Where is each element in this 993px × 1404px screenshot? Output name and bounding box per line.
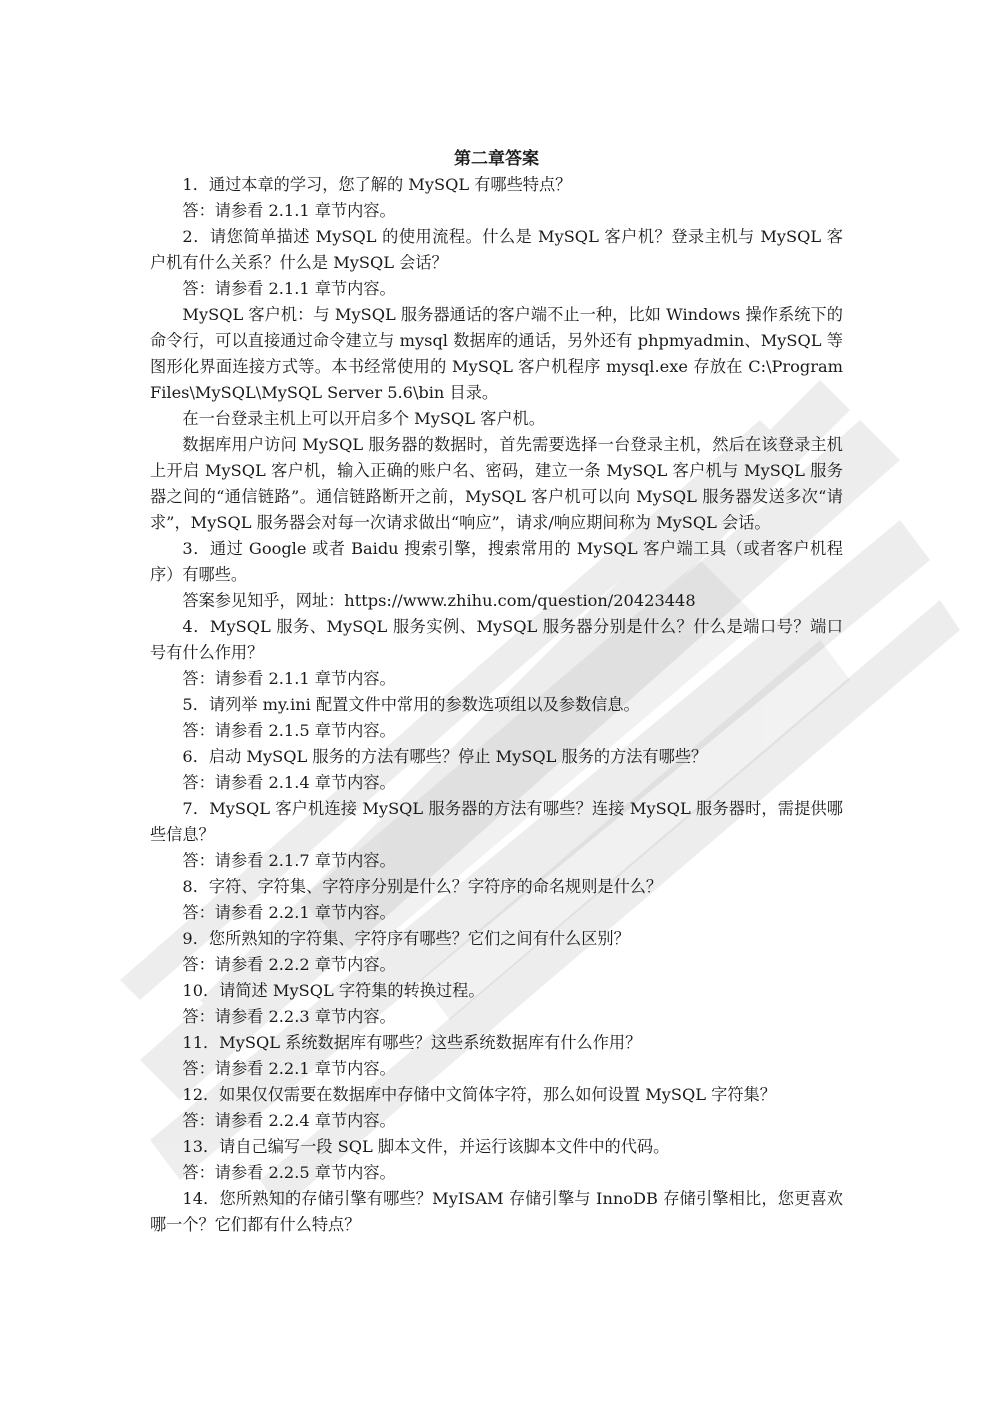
body-paragraph: 6．启动 MySQL 服务的方法有哪些？停止 MySQL 服务的方法有哪些？	[182, 747, 708, 766]
answer-paragraph: 答：请参看 2.2.1 章节内容。	[182, 903, 396, 922]
answer-paragraph: 答：请参看 2.2.3 章节内容。	[182, 1007, 396, 1026]
body-paragraph: 11．MySQL 系统数据库有哪些？这些系统数据库有什么作用？	[182, 1033, 642, 1052]
body-paragraph: 12．如果仅仅需要在数据库中存储中文简体字符，那么如何设置 MySQL 字符集？	[182, 1085, 776, 1104]
body-paragraph: 8．字符、字符集、字符序分别是什么？字符序的命名规则是什么？	[182, 877, 663, 896]
page-title: 第二章答案	[454, 149, 539, 169]
answer-paragraph: 答：请参看 2.1.1 章节内容。	[182, 201, 396, 220]
body-paragraph: 10．请简述 MySQL 字符集的转换过程。	[182, 981, 485, 1000]
body-paragraph: MySQL 客户机：与 MySQL 服务器通话的客户端不止一种，比如 Windows 操作系统下的命令行，可以直接通过命令建立与 mysql 数据库的通话，另外还有 phpmyadmin、MySQL 等图形化界面连接方式等。本书经常使用的 MySQL 客户机程序 mysql.exe 存放在 C:\Program Files\MySQL\MySQL Server 5.6\bin 目录。	[150, 305, 843, 402]
body-paragraph: 在一台登录主机上可以开启多个 MySQL 客户机。	[182, 409, 545, 428]
document-body	[150, 172, 843, 1238]
body-paragraph: 数据库用户访问 MySQL 服务器的数据时，首先需要选择一台登录主机，然后在该登录主机上开启 MySQL 客户机，输入正确的账户名、密码，建立一条 MySQL 客户机与 MySQL 服务器之间的“通信链路”。通信链路断开之前，MySQL 客户机可以向 MySQL 服务器发送多次“请求”，MySQL 服务器会对每一次请求做出“响应”，请求/响应期间称为 MySQL 会话。	[150, 435, 843, 532]
body-paragraph: 4．MySQL 服务、MySQL 服务实例、MySQL 服务器分别是什么？什么是端口号？端口号有什么作用？	[150, 617, 843, 662]
body-paragraph: 13．请自己编写一段 SQL 脚本文件，并运行该脚本文件中的代码。	[182, 1137, 670, 1156]
answer-paragraph: 答：请参看 2.1.7 章节内容。	[182, 851, 396, 870]
body-paragraph: 7．MySQL 客户机连接 MySQL 服务器的方法有哪些？连接 MySQL 服务器时，需提供哪些信息？	[150, 799, 843, 844]
answer-paragraph: 答：请参看 2.1.1 章节内容。	[182, 669, 396, 688]
answer-paragraph: 答案参见知乎，网址：https://www.zhihu.com/question/20423448	[182, 591, 696, 610]
body-paragraph: 2．请您简单描述 MySQL 的使用流程。什么是 MySQL 客户机？登录主机与 MySQL 客户机有什么关系？什么是 MySQL 会话？	[150, 227, 843, 272]
document-page	[150, 146, 843, 1238]
answer-paragraph: 答：请参看 2.1.1 章节内容。	[182, 279, 396, 298]
answer-paragraph: 答：请参看 2.2.5 章节内容。	[182, 1163, 396, 1182]
body-paragraph: 5．请列举 my.ini 配置文件中常用的参数选项组以及参数信息。	[182, 695, 640, 714]
answer-paragraph: 答：请参看 2.2.4 章节内容。	[182, 1111, 396, 1130]
answer-paragraph: 答：请参看 2.2.2 章节内容。	[182, 955, 396, 974]
answer-paragraph: 答：请参看 2.1.5 章节内容。	[182, 721, 396, 740]
answer-paragraph: 答：请参看 2.2.1 章节内容。	[182, 1059, 396, 1078]
answer-paragraph: 答：请参看 2.1.4 章节内容。	[182, 773, 396, 792]
body-paragraph: 14．您所熟知的存储引擎有哪些？MyISAM 存储引擎与 InnoDB 存储引擎相比，您更喜欢哪一个？它们都有什么特点？	[150, 1189, 843, 1234]
body-paragraph: 1．通过本章的学习，您了解的 MySQL 有哪些特点？	[182, 175, 572, 194]
body-paragraph: 9．您所熟知的字符集、字符序有哪些？它们之间有什么区别？	[182, 929, 630, 948]
body-paragraph: 3．通过 Google 或者 Baidu 搜索引擎，搜索常用的 MySQL 客户端工具（或者客户机程序）有哪些。	[150, 539, 843, 584]
